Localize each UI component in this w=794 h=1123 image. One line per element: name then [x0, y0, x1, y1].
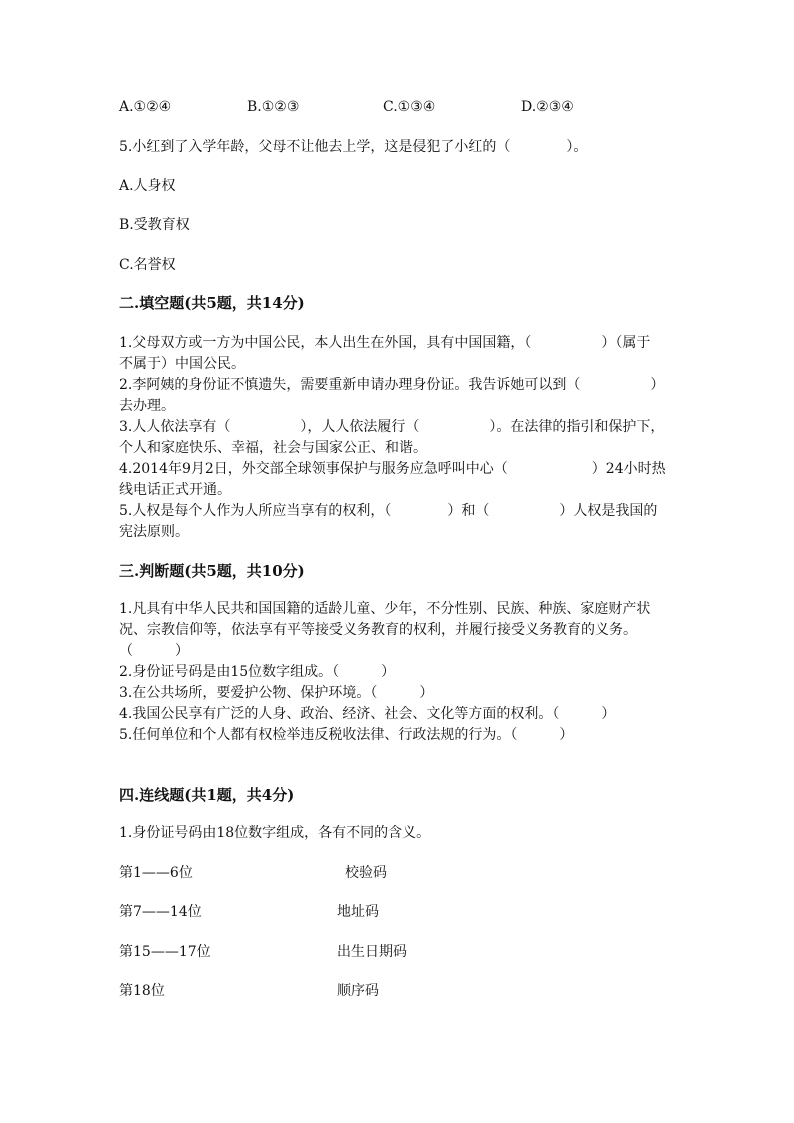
- q4-option-d: D.②③④: [521, 99, 574, 115]
- judge-item-2: 2.身份证号码是由15位数字组成。（ ）: [119, 664, 396, 680]
- match-right-4: 顺序码: [337, 983, 379, 999]
- match-right-2: 地址码: [337, 904, 379, 920]
- section4-heading: 四.连线题(共1题，共4分): [119, 786, 295, 804]
- judge-item-4: 4.我国公民享有广泛的人身、政治、经济、社会、文化等方面的权利。（ ）: [119, 706, 616, 722]
- match-left-3: 第15——17位: [119, 944, 211, 960]
- fill-item-2: 2.李阿姨的身份证不慎遗失，需要重新申请办理身份证。我告诉她可以到（ ）去办理。: [119, 377, 665, 414]
- match-right-1: 校验码: [345, 865, 387, 881]
- match-right-3: 出生日期码: [337, 944, 407, 960]
- q5-option-a: A.人身权: [119, 178, 176, 194]
- fill-item-3: 3.人人依法享有（ ），人人依法履行（ ）。在法律的指引和保护下，个人和家庭快乐、幸福，社会与国家公正、和谐。: [119, 419, 665, 456]
- section2-heading: 二.填空题(共5题，共14分): [119, 294, 305, 312]
- q5-option-b: B.受教育权: [119, 217, 190, 233]
- section2-items: [119, 333, 667, 543]
- section3-heading: 三.判断题(共5题，共10分): [119, 562, 305, 580]
- q5-option-c: C.名誉权: [119, 257, 176, 273]
- q5-question: 5.小红到了入学年龄，父母不让他去上学，这是侵犯了小红的（ ）。: [119, 139, 588, 155]
- match-left-4: 第18位: [119, 983, 165, 999]
- fill-item-5: 5.人权是每个人作为人所应当享有的权利，（ ）和（ ）人权是我国的宪法原则。: [119, 503, 658, 540]
- match-question: 1.身份证号码由18位数字组成，各有不同的含义。: [119, 825, 431, 841]
- q4-option-c: C.①③④: [383, 99, 436, 115]
- match-left-2: 第7——14位: [119, 904, 202, 920]
- judge-item-5: 5.任何单位和个人都有权检举违反税收法律、行政法规的行为。（ ）: [119, 727, 574, 743]
- judge-item-1: 1.凡具有中华人民共和国国籍的适龄儿童、少年，不分性别、民族、种族、家庭财产状况、宗教信仰等，依法享有平等接受义务教育的权利，并履行接受义务教育的义务。 （ ）: [119, 601, 658, 659]
- fill-item-1: 1.父母双方或一方为中国公民，本人出生在外国，具有中国国籍，（ ）（属于 不属于）中国公民。: [119, 335, 665, 372]
- q4-option-a: A.①②④: [119, 99, 172, 115]
- section3-items: [119, 599, 667, 746]
- match-left-1: 第1——6位: [119, 865, 193, 881]
- q4-option-b: B.①②③: [247, 99, 300, 115]
- fill-item-4: 4.2014年9月2日，外交部全球领事保护与服务应急呼叫中心（ ）24小时热线电话正式开通。: [119, 461, 666, 498]
- judge-item-3: 3.在公共场所，要爱护公物、保护环境。（ ）: [119, 685, 434, 701]
